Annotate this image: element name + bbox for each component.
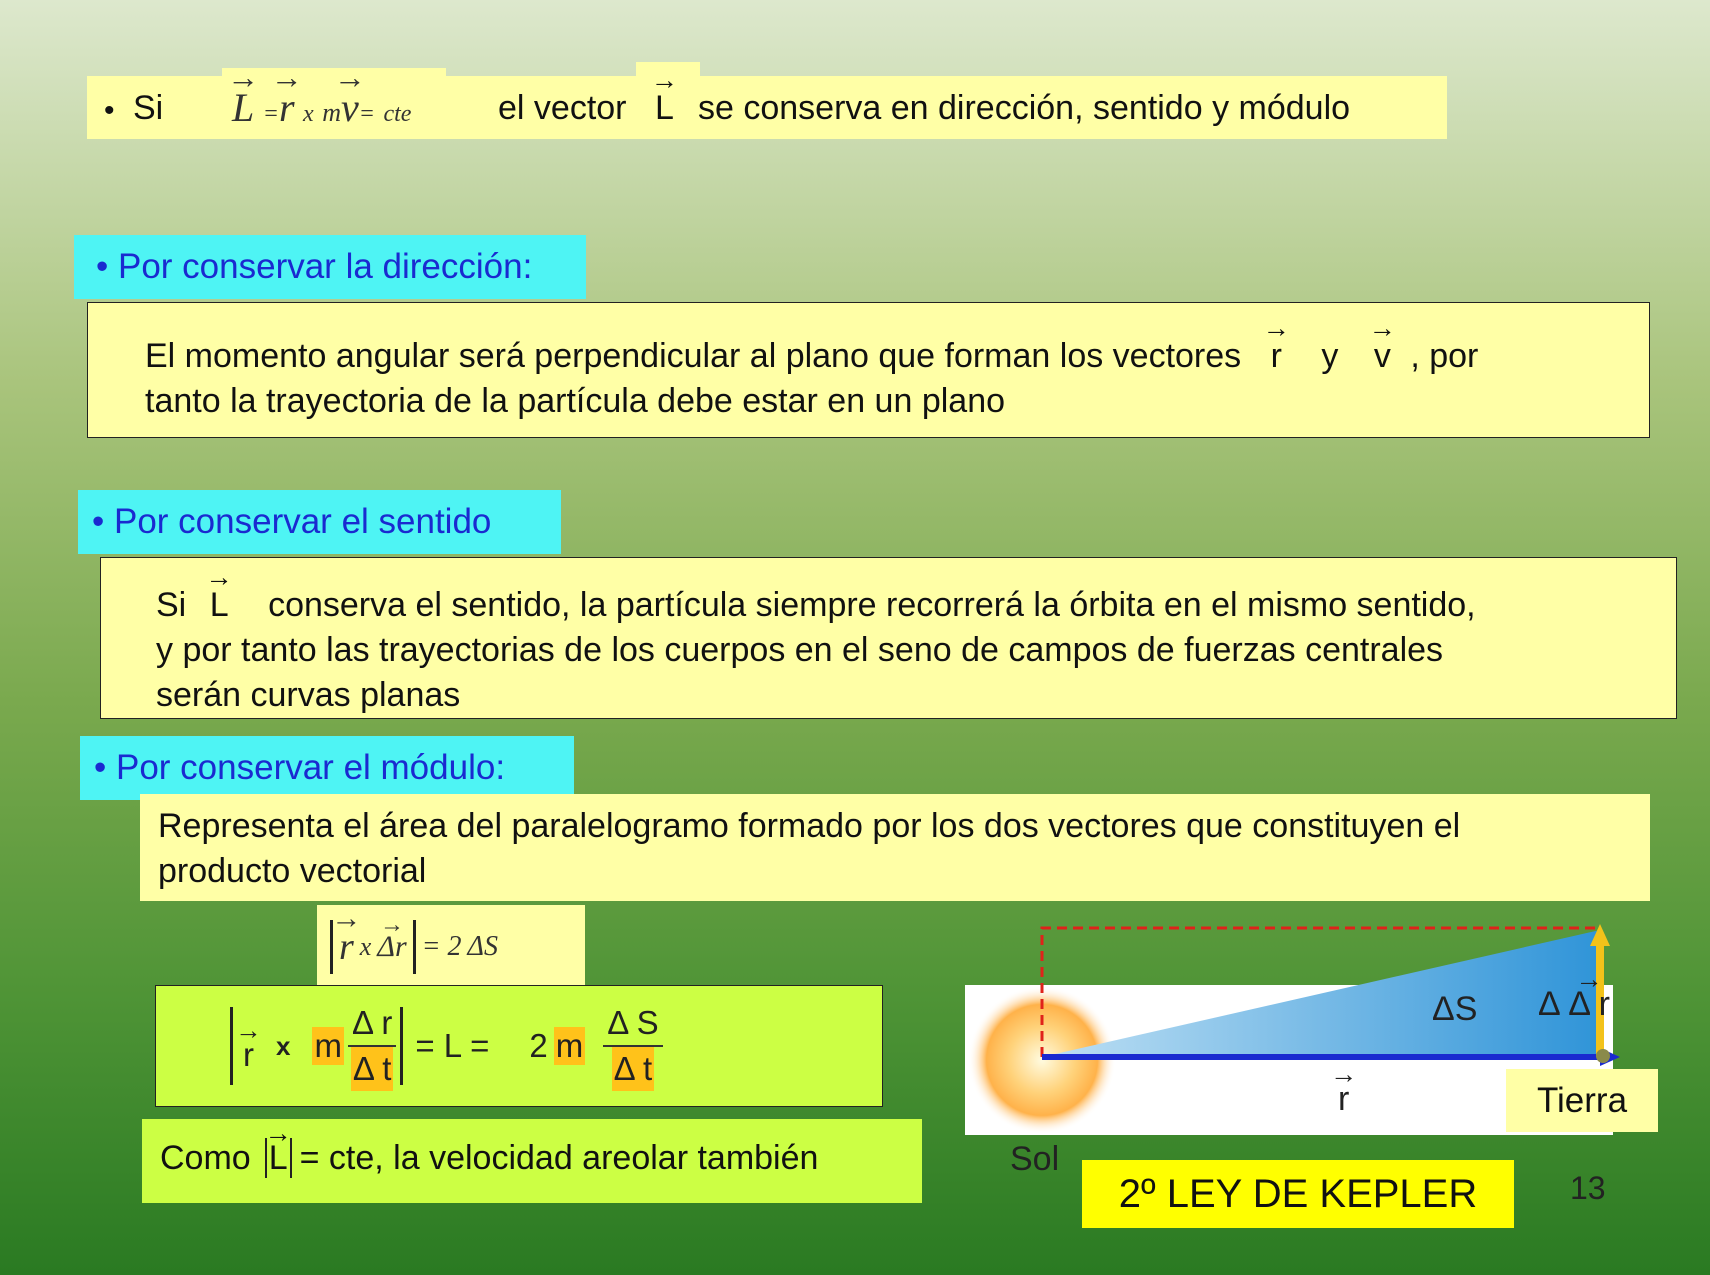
sentido-line2: y por tanto las trayectorias de los cuerpos en el seno de campos de fuerzas centrales: [156, 631, 1444, 669]
modulo-header: • Por conservar el módulo:: [80, 736, 574, 800]
formula-eq2: =: [358, 101, 375, 127]
sentido-header: • Por conservar el sentido: [78, 490, 561, 554]
como-text: Como → L = cte, la velocidad areolar también: [160, 1138, 818, 1178]
page-number: 13: [1570, 1170, 1606, 1206]
modulo-line2: producto vectorial: [158, 852, 427, 890]
sentido-line1: Si → L conserva el sentido, la partícula siempre recorrerá la órbita en el mismo sentido,: [156, 583, 1476, 628]
tierra-label: Tierra: [1506, 1069, 1658, 1132]
vec-v: → v: [1374, 334, 1391, 379]
top-vector-L: → L: [655, 86, 674, 131]
formula-r: → r: [279, 84, 295, 131]
direccion-header: • Por conservar la dirección:: [74, 235, 586, 299]
vec-r: → r: [1271, 334, 1282, 379]
sentido-vec-L: → L: [210, 583, 229, 628]
formula-eq1: =: [262, 101, 279, 127]
r-label: → r: [1338, 1080, 1349, 1119]
direccion-line1: El momento angular será perpendicular al plano que forman los vectores → r y → v , por: [145, 334, 1478, 379]
formula-m: m: [322, 98, 341, 127]
area-formula: → r x → Δr = 2 ΔS: [330, 920, 498, 974]
top-si: Si: [133, 89, 164, 127]
formula-x: x: [303, 101, 314, 127]
formula-cte: cte: [383, 101, 412, 127]
top-bullet: •: [104, 94, 115, 127]
direccion-line2: tanto la trayectoria de la partícula debe estar en un plano: [145, 382, 1006, 420]
modulo-line1: Representa el área del paralelogramo formado por los dos vectores que constituyen el: [158, 807, 1461, 845]
earth-dot: [1596, 1049, 1610, 1063]
kepler-title: 2º LEY DE KEPLER: [1082, 1160, 1514, 1228]
main-formula: → r x m $\frac{\text{Δ r}}{\text{Δ t}}$ = L = 2 m $\frac{\text{Δ S}}{\text{Δ t}}$: [230, 995, 667, 1097]
formula-L: → L: [232, 84, 254, 131]
top-formula: [232, 84, 411, 131]
top-text-before: el vector: [498, 89, 627, 127]
sol-label: Sol: [1010, 1140, 1060, 1178]
delta-r-label: Δ → Δ r: [1538, 985, 1610, 1024]
delta-s-label: ΔS: [1432, 990, 1478, 1028]
sentido-line3: serán curvas planas: [156, 676, 461, 714]
formula-v: → v: [341, 84, 359, 131]
top-text-after: se conserva en dirección, sentido y módulo: [698, 89, 1351, 127]
